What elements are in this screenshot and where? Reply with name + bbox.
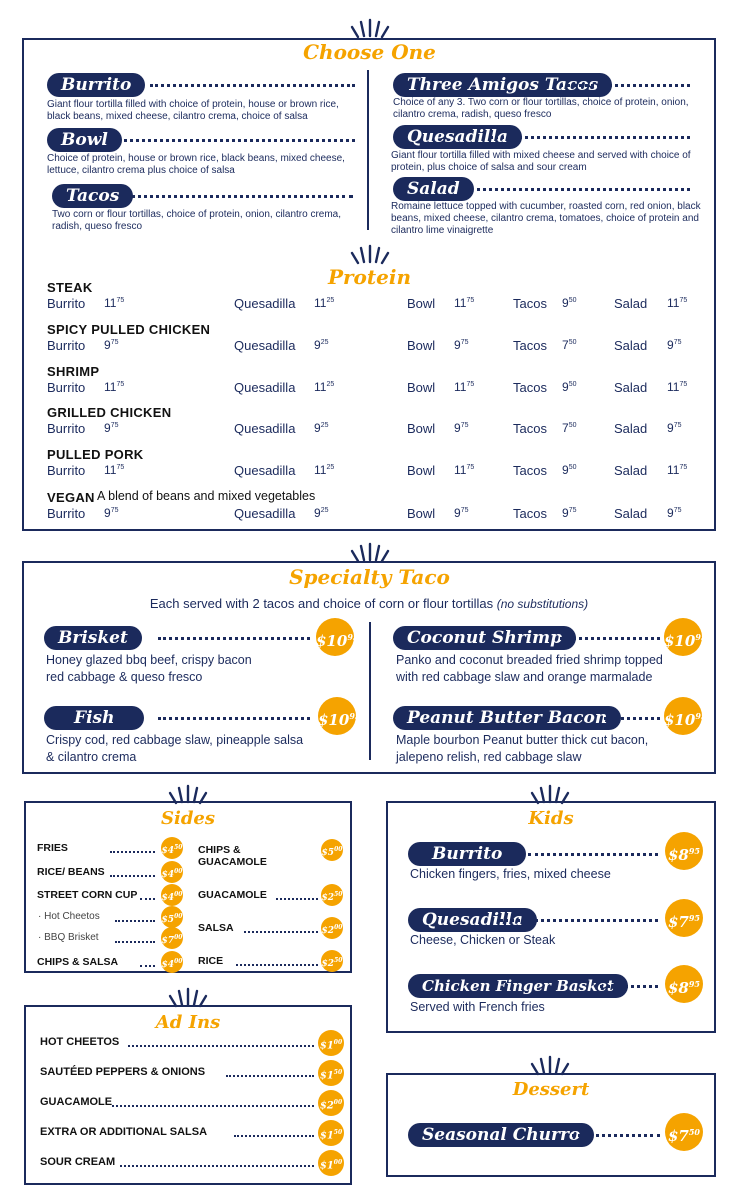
protein-item-label: Quesadilla [234, 338, 296, 353]
protein-item-label: Tacos [513, 421, 547, 436]
protein-item-price [314, 506, 328, 520]
price-cents: 75 [679, 464, 688, 471]
protein-item-label: Bowl [407, 380, 436, 395]
protein-item-label: Burrito [47, 506, 86, 521]
price-cents: 50 [334, 957, 343, 964]
protein-item-price [667, 296, 687, 310]
protein-name: STEAK [47, 280, 93, 295]
price-cents: 75 [679, 297, 688, 304]
protein-item-price [562, 296, 576, 310]
protein-item-price [454, 421, 468, 435]
protein-item-price [104, 338, 118, 352]
protein-item-label: Burrito [47, 421, 86, 436]
coconut-shrimp-label: Coconut Shrimp [393, 626, 576, 650]
protein-item-price [104, 296, 124, 310]
sides-price-badge [161, 861, 183, 883]
price-cents: 00 [334, 846, 343, 853]
sides-item-label: RICE/ BEANS [37, 866, 105, 878]
burrito-label: Burrito [47, 73, 145, 97]
price-cents: 75 [568, 507, 577, 514]
price-dollars: $4 [161, 960, 175, 970]
price-dollars: 9 [562, 380, 569, 394]
price-dollars: 7 [562, 338, 569, 352]
price-cents: 75 [116, 464, 125, 471]
seasonal-churro-price-badge: $\$7^{50}$ [665, 1113, 703, 1151]
kids-quesadilla-label: Quesadilla [408, 908, 537, 932]
price-cents: 75 [460, 422, 469, 429]
protein-item-price [667, 338, 681, 352]
peanut-butter-bacon-price-badge: $\$10^{95}$ [664, 697, 702, 735]
three-amigos-desc: Choice of any 3. Two corn or flour tortillas, choice of protein, onion, cilantro crema, radish, queso fresco [393, 97, 689, 120]
peanut-butter-bacon-desc: Maple bourbon Peanut butter thick cut bacon, jalepeno relish, red cabbage slaw [396, 733, 649, 764]
protein-item-price [667, 506, 681, 520]
protein-name: SPICY PULLED CHICKEN [47, 322, 211, 337]
protein-title: Protein [0, 265, 739, 289]
kids-chicken-finger-basket-desc: Served with French fries [410, 1000, 545, 1014]
addins-item-label: GUACAMOLE [40, 1096, 113, 1108]
price-dollars: $4 [161, 846, 175, 856]
price-cents: 25 [320, 507, 329, 514]
coconut-shrimp-desc: Panko and coconut breaded fried shrimp topped with red cabbage slaw and orange marmalade [396, 653, 663, 684]
leader-dots [140, 965, 155, 967]
three-amigos-label: Three Amigos Tacos [393, 73, 612, 97]
leader-dots [125, 195, 353, 198]
price-dollars: 9 [314, 421, 321, 435]
sunburst-icon [340, 16, 400, 40]
sides-item-label: · BBQ Brisket [38, 932, 99, 943]
protein-name: SHRIMP [47, 364, 100, 379]
kids-chicken-finger-basket-label: Chicken Finger Basket [408, 974, 628, 998]
price-dollars: $2 [319, 1100, 334, 1112]
leader-dots [565, 1134, 660, 1137]
kids-burrito-price-badge: $\$8^{95}$ [665, 832, 703, 870]
price-cents: 50 [568, 297, 577, 304]
leader-dots [120, 1165, 314, 1167]
protein-item-label: Quesadilla [234, 421, 296, 436]
price-cents: 25 [320, 339, 329, 346]
kids-chicken-finger-basket-price-badge: $\$8^{95}$ [665, 965, 703, 1003]
sides-price-badge [161, 927, 183, 949]
leader-dots [115, 920, 155, 922]
protein-item-price [562, 338, 576, 352]
price-cents: 00 [174, 934, 183, 941]
leader-dots [226, 1075, 314, 1077]
price-dollars: $7 [161, 936, 175, 946]
sides-price-badge [161, 884, 183, 906]
price-dollars: 11 [104, 463, 117, 477]
price-cents: 75 [460, 507, 469, 514]
kids-title: Kids [386, 808, 716, 829]
leader-dots [236, 964, 318, 966]
leader-dots [500, 919, 658, 922]
price-cents: 50 [568, 339, 577, 346]
price-cents: 75 [110, 507, 119, 514]
price-dollars: 11 [314, 380, 327, 394]
price-cents: 25 [326, 297, 335, 304]
seasonal-churro-label: Seasonal Churro [408, 1123, 594, 1147]
price-cents: 00 [334, 924, 343, 931]
fish-price-badge: $\$10^{95}$ [318, 697, 356, 735]
protein-item-label: Tacos [513, 338, 547, 353]
kids-quesadilla-price-badge: $\$7^{95}$ [665, 899, 703, 937]
price-cents: 00 [174, 958, 183, 965]
dessert-title: Dessert [386, 1079, 716, 1100]
addins-item-label: HOT CHEETOS [40, 1036, 120, 1048]
price-dollars: 9 [454, 338, 461, 352]
protein-item-price [104, 463, 124, 477]
price-cents: 75 [110, 339, 119, 346]
leader-dots [115, 941, 155, 943]
specialty-taco-title: Specialty Taco [0, 565, 739, 589]
leader-dots [470, 188, 690, 191]
leader-dots [560, 84, 690, 87]
protein-item-label: Burrito [47, 463, 86, 478]
sides-title: Sides [24, 808, 352, 829]
choose-one-divider [367, 70, 369, 230]
tacos-desc: Two corn or flour tortillas, choice of protein, onion, cilantro crema, radish, queso fresco [52, 209, 342, 232]
brisket-desc: Honey glazed bbq beef, crispy bacon red cabbage & queso fresco [46, 653, 252, 684]
price-cents: 00 [333, 1099, 343, 1106]
sides-price-badge [321, 917, 343, 939]
protein-item-price [562, 380, 576, 394]
leader-dots [604, 717, 660, 720]
quesadilla-desc: Giant flour tortilla filled with mixed cheese and served with choice of protein, plus choice of salsa and sour cream [391, 150, 691, 173]
sides-price-badge [321, 884, 343, 906]
price-dollars: 9 [454, 506, 461, 520]
price-dollars: $4 [161, 870, 175, 880]
price-cents: 75 [466, 297, 475, 304]
price-cents: 00 [333, 1159, 343, 1166]
protein-item-label: Salad [614, 338, 648, 353]
price-cents: 50 [568, 464, 577, 471]
choose-one-title: Choose One [0, 40, 739, 64]
price-dollars: $4 [161, 893, 175, 903]
protein-name: GRILLED CHICKEN [47, 405, 172, 420]
addins-item-label: SOUR CREAM [40, 1156, 116, 1168]
leader-dots [244, 931, 318, 933]
price-dollars: 9 [314, 338, 321, 352]
price-dollars: 7 [562, 421, 569, 435]
addins-price-badge [318, 1030, 344, 1056]
price-cents: 50 [333, 1069, 343, 1076]
sides-item-label: STREET CORN CUP [37, 889, 138, 901]
leader-dots [110, 875, 155, 877]
protein-item-price [562, 463, 576, 477]
sides-item-label: RICE [198, 955, 224, 967]
kids-burrito-desc: Chicken fingers, fries, mixed cheese [410, 867, 611, 881]
price-cents: 00 [174, 913, 183, 920]
price-dollars: 9 [562, 463, 569, 477]
leader-dots [490, 136, 690, 139]
protein-item-price [314, 380, 334, 394]
sides-item-label: · Hot Cheetos [38, 911, 100, 922]
kids-quesadilla-desc: Cheese, Chicken or Steak [410, 933, 556, 947]
price-cents: 50 [334, 891, 343, 898]
price-cents: 25 [326, 381, 335, 388]
price-dollars: $2 [321, 926, 335, 936]
addins-price-badge [318, 1090, 344, 1116]
protein-item-price [562, 506, 576, 520]
brisket-label: Brisket [44, 626, 142, 650]
sides-item-label: GUACAMOLE [198, 856, 267, 868]
price-cents: 75 [110, 422, 119, 429]
addins-price-badge [318, 1060, 344, 1086]
sunburst-icon [520, 1053, 580, 1077]
addins-item-label: EXTRA OR ADDITIONAL SALSA [40, 1126, 208, 1138]
sides-price-badge [161, 837, 183, 859]
brisket-price-badge: $\$10^{95}$ [316, 618, 354, 656]
price-dollars: 9 [562, 506, 569, 520]
protein-item-label: Quesadilla [234, 463, 296, 478]
price-dollars: 9 [667, 421, 674, 435]
price-dollars: $1 [319, 1040, 334, 1052]
leader-dots [110, 851, 155, 853]
price-dollars: $1 [319, 1070, 334, 1082]
protein-name: VEGAN [47, 490, 95, 505]
price-cents: 75 [116, 381, 125, 388]
price-cents: 75 [673, 507, 682, 514]
leader-dots [112, 1105, 314, 1107]
bowl-label: Bowl [47, 128, 122, 152]
addins-price-badge [318, 1120, 344, 1146]
price-dollars: $5 [321, 848, 335, 858]
sides-item-label: SALSA [198, 922, 234, 934]
burrito-desc: Giant flour tortilla filled with choice of protein, house or brown rice, black beans, mixed cheese, cilantro crema, choice of salsa [47, 99, 339, 122]
price-dollars: 11 [667, 380, 680, 394]
price-dollars: 9 [104, 338, 111, 352]
coconut-shrimp-price-badge: $\$10^{95}$ [664, 618, 702, 656]
sunburst-icon [520, 782, 580, 806]
price-dollars: 11 [104, 380, 117, 394]
quesadilla-label: Quesadilla [393, 125, 522, 149]
protein-item-label: Tacos [513, 296, 547, 311]
leader-dots [276, 898, 318, 900]
price-dollars: 11 [454, 463, 467, 477]
protein-item-label: Burrito [47, 380, 86, 395]
price-cents: 75 [673, 422, 682, 429]
sides-item-label: FRIES [37, 842, 68, 854]
addins-item-label: SAUTÉED PEPPERS & ONIONS [40, 1066, 206, 1078]
protein-item-label: Quesadilla [234, 506, 296, 521]
protein-item-price [314, 338, 328, 352]
price-dollars: $2 [321, 959, 335, 969]
price-cents: 75 [460, 339, 469, 346]
price-cents: 75 [466, 464, 475, 471]
price-dollars: 11 [667, 463, 680, 477]
protein-item-price [104, 421, 118, 435]
sides-item-label: GUACAMOLE [198, 889, 267, 901]
protein-item-price [667, 421, 681, 435]
sides-price-badge [161, 906, 183, 928]
addins-price-badge [318, 1150, 344, 1176]
price-dollars: 9 [104, 506, 111, 520]
price-dollars: $1 [319, 1160, 334, 1172]
leader-dots [118, 139, 355, 142]
leader-dots [128, 1045, 314, 1047]
protein-item-label: Salad [614, 463, 648, 478]
price-cents: 25 [320, 422, 329, 429]
protein-item-label: Salad [614, 506, 648, 521]
protein-item-price [454, 463, 474, 477]
protein-item-label: Bowl [407, 296, 436, 311]
protein-item-price [667, 380, 687, 394]
protein-item-price [104, 380, 124, 394]
protein-name: PULLED PORK [47, 447, 144, 462]
protein-item-price [314, 296, 334, 310]
specialty-subtitle: Each served with 2 tacos and choice of corn or flour tortillas (no substitutions) [149, 596, 589, 611]
price-dollars: 11 [667, 296, 680, 310]
leader-dots [158, 637, 310, 640]
protein-item-label: Tacos [513, 463, 547, 478]
sunburst-icon [340, 540, 400, 564]
salad-label: Salad [393, 177, 474, 201]
leader-dots [600, 985, 658, 988]
leader-dots [234, 1135, 314, 1137]
price-dollars: 11 [454, 296, 467, 310]
price-cents: 75 [673, 339, 682, 346]
protein-item-label: Salad [614, 296, 648, 311]
price-dollars: 9 [667, 338, 674, 352]
price-dollars: 9 [454, 421, 461, 435]
price-cents: 50 [568, 422, 577, 429]
leader-dots [560, 637, 660, 640]
fish-label: Fish [44, 706, 144, 730]
price-dollars: $5 [161, 915, 175, 925]
price-cents: 50 [174, 844, 183, 851]
price-cents: 00 [333, 1039, 343, 1046]
sides-price-badge [321, 839, 343, 861]
kids-burrito-label: Burrito [408, 842, 526, 866]
protein-item-price [562, 421, 576, 435]
price-cents: 75 [466, 381, 475, 388]
leader-dots [528, 853, 658, 856]
protein-item-label: Burrito [47, 296, 86, 311]
protein-item-price [314, 463, 334, 477]
price-cents: 00 [174, 891, 183, 898]
leader-dots [150, 84, 355, 87]
protein-item-price [454, 506, 468, 520]
protein-item-price [104, 506, 118, 520]
specialty-divider [369, 622, 371, 760]
addins-title: Ad Ins [24, 1012, 352, 1033]
price-dollars: $1 [319, 1130, 334, 1142]
protein-note: A blend of beans and mixed vegetables [97, 489, 316, 503]
protein-item-price [454, 338, 468, 352]
peanut-butter-bacon-label: Peanut Butter Bacon [393, 706, 621, 730]
price-dollars: 9 [314, 506, 321, 520]
price-dollars: 11 [314, 463, 327, 477]
sunburst-icon [340, 242, 400, 266]
salad-desc: Romaine lettuce topped with cucumber, roasted corn, red onion, black beans, mixed cheese, cilantro crema, tomatoes, choice of protein and cilantro lime vinaigrette [391, 201, 701, 236]
protein-item-price [314, 421, 328, 435]
price-dollars: 9 [562, 296, 569, 310]
protein-item-label: Bowl [407, 338, 436, 353]
price-cents: 50 [333, 1129, 343, 1136]
protein-item-label: Salad [614, 380, 648, 395]
price-dollars: 9 [667, 506, 674, 520]
sunburst-icon [158, 782, 218, 806]
protein-item-label: Bowl [407, 463, 436, 478]
price-cents: 00 [174, 868, 183, 875]
protein-item-price [454, 380, 474, 394]
protein-item-label: Tacos [513, 506, 547, 521]
price-cents: 75 [116, 297, 125, 304]
leader-dots [140, 898, 155, 900]
protein-item-label: Bowl [407, 421, 436, 436]
protein-item-label: Tacos [513, 380, 547, 395]
leader-dots [158, 717, 310, 720]
price-dollars: 11 [314, 296, 327, 310]
protein-item-label: Quesadilla [234, 380, 296, 395]
protein-item-label: Quesadilla [234, 296, 296, 311]
price-cents: 75 [679, 381, 688, 388]
price-dollars: $2 [321, 893, 335, 903]
protein-item-label: Bowl [407, 506, 436, 521]
price-dollars: 9 [104, 421, 111, 435]
price-cents: 50 [568, 381, 577, 388]
protein-item-price [667, 463, 687, 477]
bowl-desc: Choice of protein, house or brown rice, black beans, mixed cheese, lettuce, cilantro crema plus choice of salsa [47, 153, 345, 176]
protein-item-label: Burrito [47, 338, 86, 353]
sunburst-icon [158, 985, 218, 1009]
sides-item-label: CHIPS & SALSA [37, 956, 119, 968]
sides-price-badge [321, 950, 343, 972]
sides-item-label: CHIPS & [198, 844, 241, 856]
protein-item-price [454, 296, 474, 310]
tacos-label: Tacos [52, 184, 133, 208]
price-dollars: 11 [104, 296, 117, 310]
price-cents: 25 [326, 464, 335, 471]
sides-price-badge [161, 951, 183, 973]
price-dollars: 11 [454, 380, 467, 394]
fish-desc: Crispy cod, red cabbage slaw, pineapple salsa & cilantro crema [46, 733, 304, 764]
protein-item-label: Salad [614, 421, 648, 436]
